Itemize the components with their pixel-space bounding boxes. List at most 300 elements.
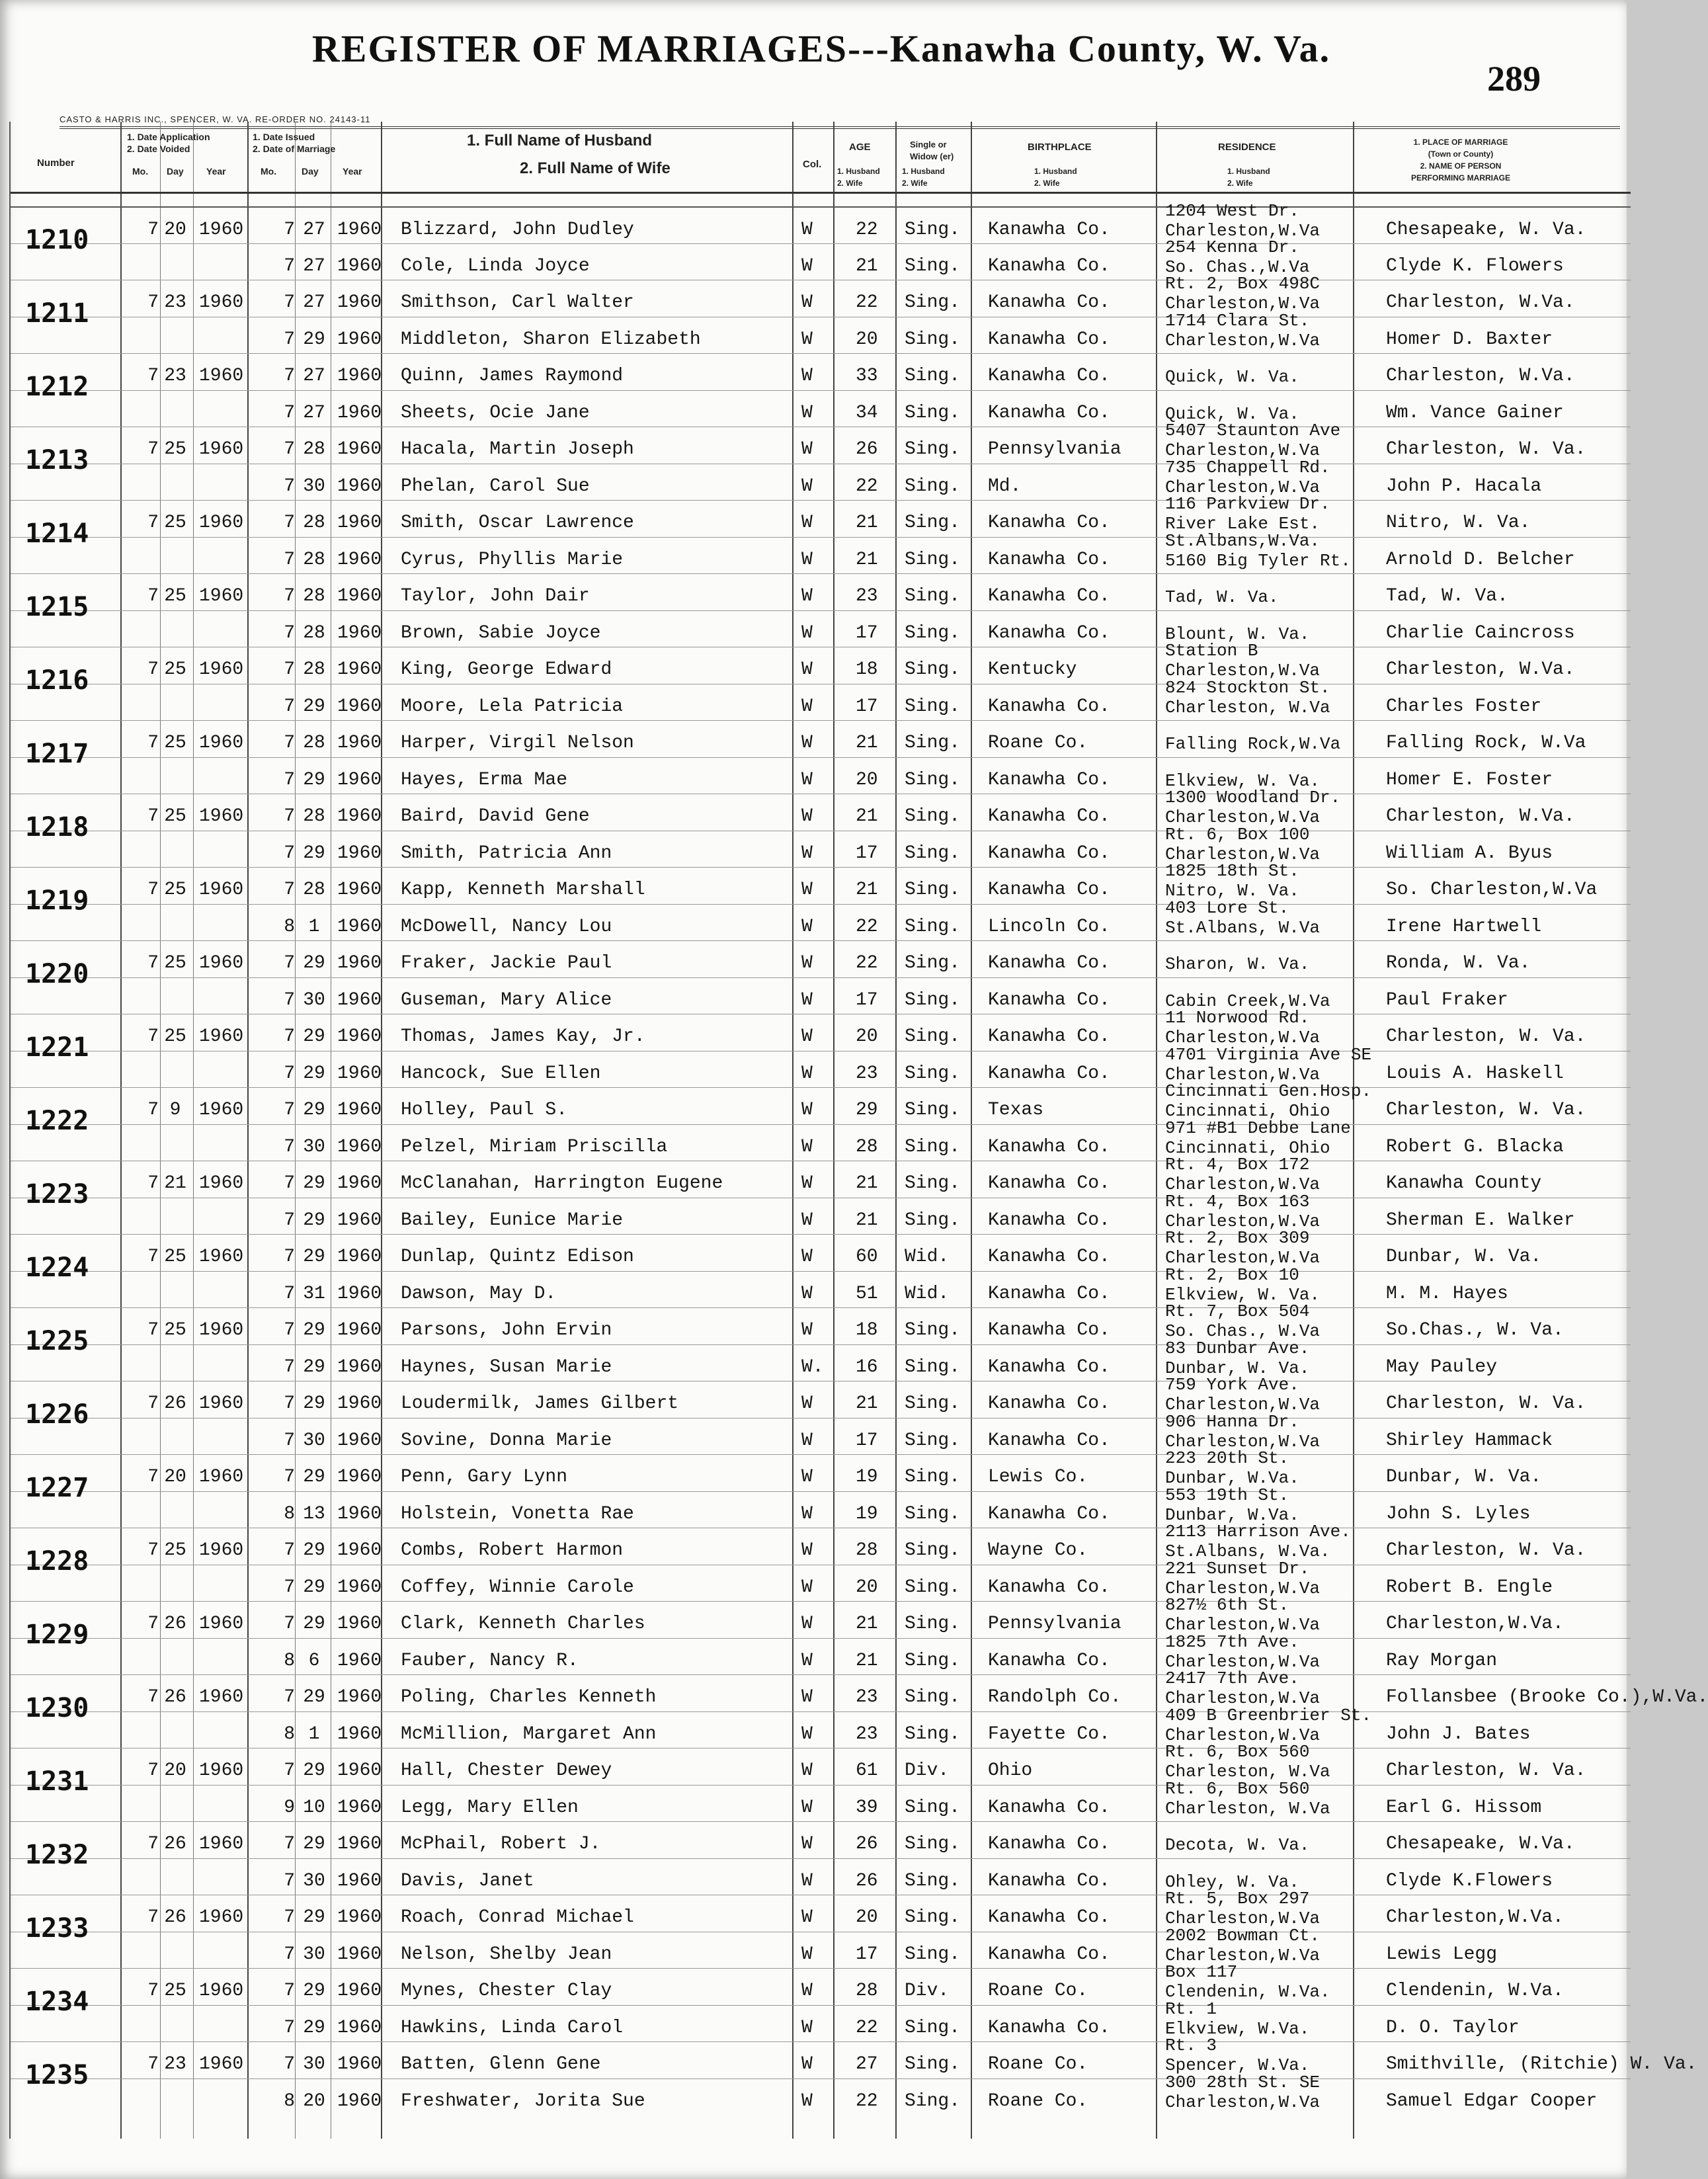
- husband-name: Dunlap, Quintz Edison: [401, 1247, 634, 1267]
- residence-line-1: 2417 7th Ave.: [1165, 1668, 1299, 1688]
- residence-line-1: Station B: [1165, 641, 1258, 661]
- record-number: 1233: [25, 1913, 89, 1944]
- residence-line-2: Charleston,W.Va: [1165, 661, 1321, 680]
- date-year: 1960: [337, 843, 382, 864]
- date-day: 6: [308, 1650, 320, 1671]
- application-month: 7: [147, 1393, 159, 1414]
- color: W: [801, 1100, 813, 1120]
- date-month: 7: [284, 1063, 295, 1084]
- date-year: 1960: [337, 1247, 382, 1267]
- color: W: [801, 806, 813, 827]
- wife-name: Nelson, Shelby Jean: [401, 1944, 612, 1965]
- husband-name: Hacala, Martin Joseph: [401, 439, 634, 460]
- record-husband-row: [11, 720, 1631, 757]
- wife-name: Bailey, Eunice Marie: [401, 1210, 624, 1231]
- application-year: 1960: [199, 1100, 244, 1120]
- husband-name: King, George Edward: [401, 659, 612, 680]
- date-month: 7: [284, 733, 295, 753]
- officiant-name: Samuel Edgar Cooper: [1386, 2090, 1598, 2112]
- date-year: 1960: [337, 549, 382, 570]
- date-day: 29: [303, 1100, 325, 1120]
- age: 17: [856, 989, 878, 1010]
- date-day: 29: [303, 1356, 325, 1377]
- birthplace: Kanawha Co.: [988, 329, 1110, 350]
- date-year: 1960: [337, 989, 382, 1010]
- age: 28: [856, 1540, 878, 1561]
- application-month: 7: [147, 1320, 159, 1340]
- age: 29: [856, 1100, 878, 1120]
- residence-line-2: Tad, W. Va.: [1165, 587, 1279, 607]
- header-issue-year: Year: [343, 166, 362, 177]
- birthplace: Kanawha Co.: [988, 1650, 1110, 1671]
- age: 61: [856, 1760, 878, 1781]
- date-day: 29: [303, 1834, 325, 1854]
- age: 22: [856, 220, 878, 240]
- record-number: 1223: [25, 1179, 89, 1210]
- date-day: 29: [303, 2017, 325, 2038]
- residence-line-1: Rt. 6, Box 560: [1165, 1778, 1310, 1799]
- place-of-marriage: Charleston, W. Va.: [1386, 1026, 1586, 1047]
- place-of-marriage: Charleston, W.Va.: [1386, 366, 1575, 386]
- husband-name: McPhail, Robert J.: [401, 1834, 601, 1854]
- application-year: 1960: [199, 1540, 244, 1561]
- record-number: 1214: [25, 518, 89, 549]
- wife-name: McMillion, Margaret Ann: [401, 1723, 657, 1745]
- place-of-marriage: Follansbee (Brooke Co.),W.Va.: [1386, 1687, 1708, 1707]
- record-number: 1210: [25, 225, 89, 255]
- record-wife-row: [11, 1858, 1631, 1895]
- application-month: 7: [147, 292, 159, 313]
- record-number: 1232: [25, 1840, 89, 1870]
- residence-line-2: Ohley, W. Va.: [1165, 1871, 1299, 1892]
- marital-status: Wid.: [905, 1283, 950, 1304]
- color: W: [801, 1797, 813, 1818]
- color: W: [801, 659, 813, 680]
- husband-name: Harper, Virgil Nelson: [401, 733, 634, 753]
- marital-status: Sing.: [905, 733, 961, 753]
- birthplace: Randolph Co.: [988, 1687, 1121, 1707]
- color: W: [801, 220, 813, 240]
- residence-line-1: 1825 7th Ave.: [1165, 1631, 1299, 1652]
- birthplace: Kanawha Co.: [988, 696, 1110, 717]
- residence-line-1: Rt. 6, Box 560: [1165, 1742, 1310, 1762]
- application-day: 25: [164, 733, 186, 753]
- residence-line-2: So. Chas.,W.Va: [1165, 257, 1310, 277]
- husband-name: Thomas, James Kay, Jr.: [401, 1026, 645, 1047]
- record-number: 1229: [25, 1620, 89, 1650]
- residence-line-1: 1825 18th St.: [1165, 861, 1299, 881]
- date-day: 31: [303, 1283, 325, 1304]
- date-year: 1960: [337, 1834, 382, 1854]
- application-month: 7: [147, 1760, 159, 1781]
- date-month: 7: [284, 220, 295, 240]
- residence-line-2: Charleston,W.Va: [1165, 1064, 1321, 1085]
- age: 21: [856, 1210, 878, 1231]
- date-year: 1960: [337, 1723, 382, 1745]
- wife-name: Moore, Lela Patricia: [401, 696, 624, 717]
- officiant-name: Clyde K.Flowers: [1386, 1870, 1553, 1891]
- age: 20: [856, 769, 878, 790]
- officiant-name: Homer D. Baxter: [1386, 329, 1553, 350]
- residence-line-2: Charleston,W.Va: [1165, 2092, 1321, 2112]
- husband-name: Penn, Gary Lynn: [401, 1467, 568, 1487]
- record-husband-row: [11, 1595, 1631, 1638]
- age: 23: [856, 1723, 878, 1745]
- birthplace: Kanawha Co.: [988, 1247, 1110, 1267]
- application-day: 9: [169, 1100, 181, 1120]
- birthplace: Kanawha Co.: [988, 255, 1110, 276]
- residence-line-2: Elkview, W. Va.: [1165, 770, 1321, 791]
- application-month: 7: [147, 1247, 159, 1267]
- date-day: 29: [303, 1981, 325, 2001]
- header-residence: RESIDENCE: [1218, 142, 1276, 153]
- date-month: 7: [284, 1210, 295, 1231]
- record-husband-row: [11, 2035, 1697, 2078]
- date-year: 1960: [337, 1577, 382, 1598]
- birthplace: Kanawha Co.: [988, 1503, 1110, 1524]
- application-year: 1960: [199, 1173, 244, 1194]
- application-day: 23: [164, 2054, 186, 2075]
- application-year: 1960: [199, 220, 244, 240]
- marital-status: Sing.: [905, 220, 961, 240]
- residence-line-2: Dunbar, W.Va.: [1165, 1468, 1299, 1488]
- residence-line-1: Cincinnati Gen.Hosp.: [1165, 1081, 1372, 1101]
- application-month: 7: [147, 1100, 159, 1120]
- date-day: 30: [303, 1430, 325, 1451]
- age: 23: [856, 1063, 878, 1084]
- date-month: 8: [284, 2090, 295, 2112]
- birthplace: Kanawha Co.: [988, 586, 1110, 606]
- color: W: [801, 733, 813, 753]
- place-of-marriage: Kanawha County: [1386, 1173, 1542, 1194]
- residence-line-1: 409 B Greenbrier St.: [1165, 1705, 1372, 1725]
- record-number: 1216: [25, 665, 89, 696]
- date-year: 1960: [337, 1356, 382, 1377]
- birthplace: Lewis Co.: [988, 1467, 1088, 1487]
- officiant-name: Lewis Legg: [1386, 1944, 1498, 1965]
- color: W: [801, 1650, 813, 1671]
- age: 21: [856, 1650, 878, 1671]
- color: W: [801, 1430, 813, 1451]
- date-month: 7: [284, 659, 295, 680]
- date-day: 28: [303, 659, 325, 680]
- age: 22: [856, 2017, 878, 2038]
- date-month: 7: [284, 1540, 295, 1561]
- place-of-marriage: So.Chas., W. Va.: [1386, 1320, 1564, 1340]
- color: W: [801, 1834, 813, 1854]
- date-day: 27: [303, 255, 325, 276]
- residence-line-2: Charleston,W.Va: [1165, 1688, 1321, 1708]
- application-day: 25: [164, 953, 186, 973]
- application-year: 1960: [199, 1614, 244, 1634]
- date-month: 7: [284, 843, 295, 864]
- date-day: 29: [303, 1063, 325, 1084]
- header-age: AGE: [849, 142, 871, 153]
- record-husband-row: [11, 353, 1631, 390]
- residence-line-2: Charleston, W.Va: [1165, 697, 1330, 718]
- birthplace: Pennsylvania: [988, 1614, 1121, 1634]
- application-day: 25: [164, 659, 186, 680]
- husband-name: Quinn, James Raymond: [401, 366, 624, 386]
- application-day: 26: [164, 1614, 186, 1634]
- date-year: 1960: [337, 769, 382, 790]
- date-month: 7: [284, 1760, 295, 1781]
- residence-line-1: 971 #B1 Debbe Lane: [1165, 1118, 1351, 1138]
- color: W: [801, 2090, 813, 2112]
- birthplace: Kanawha Co.: [988, 220, 1110, 240]
- date-day: 29: [303, 1687, 325, 1707]
- date-month: 7: [284, 329, 295, 350]
- birthplace: Pennsylvania: [988, 439, 1121, 460]
- date-year: 1960: [337, 1063, 382, 1084]
- color: W: [801, 1503, 813, 1524]
- date-day: 29: [303, 1577, 325, 1598]
- record-number: 1224: [25, 1253, 89, 1283]
- header-birthplace: BIRTHPLACE: [1028, 142, 1092, 153]
- birthplace: Kanawha Co.: [988, 2017, 1110, 2038]
- age: 60: [856, 1247, 878, 1267]
- record-husband-row: [11, 1821, 1631, 1858]
- birthplace: Kanawha Co.: [988, 513, 1110, 533]
- date-year: 1960: [337, 1173, 382, 1194]
- date-year: 1960: [337, 1393, 382, 1414]
- residence-line-1: 2113 Harrison Ave.: [1165, 1522, 1351, 1542]
- header-birthplace-sub: 1. Husband 2. Wife: [1034, 167, 1077, 188]
- color: W: [801, 366, 813, 386]
- residence-line-2: Charleston,W.Va: [1165, 807, 1321, 827]
- date-day: 27: [303, 220, 325, 240]
- residence-line-2: Charleston,W.Va: [1165, 844, 1321, 864]
- age: 17: [856, 1430, 878, 1451]
- date-day: 27: [303, 402, 325, 423]
- residence-line-2: Charleston,W.Va: [1165, 1651, 1321, 1672]
- application-year: 1960: [199, 953, 244, 973]
- residence-line-2: Blount, W. Va.: [1165, 624, 1310, 644]
- husband-name: Fraker, Jackie Paul: [401, 953, 612, 973]
- date-day: 29: [303, 1467, 325, 1487]
- age: 26: [856, 439, 878, 460]
- residence-line-1: 221 Sunset Dr.: [1165, 1558, 1310, 1579]
- date-year: 1960: [337, 1136, 382, 1157]
- date-year: 1960: [337, 1430, 382, 1451]
- marital-status: Sing.: [905, 1210, 961, 1231]
- date-month: 7: [284, 1467, 295, 1487]
- birthplace: Md.: [988, 475, 1022, 497]
- marital-status: Sing.: [905, 1136, 961, 1157]
- application-year: 1960: [199, 880, 244, 900]
- date-day: 13: [303, 1503, 325, 1524]
- marital-status: Sing.: [905, 255, 961, 276]
- application-month: 7: [147, 220, 159, 240]
- date-day: 20: [303, 2090, 325, 2112]
- date-year: 1960: [337, 953, 382, 973]
- date-year: 1960: [337, 806, 382, 827]
- date-month: 7: [284, 1981, 295, 2001]
- date-day: 28: [303, 586, 325, 606]
- marital-status: Sing.: [905, 329, 961, 350]
- marital-status: Sing.: [905, 1797, 961, 1818]
- date-month: 9: [284, 1797, 295, 1818]
- record-number: 1227: [25, 1473, 89, 1503]
- marital-status: Sing.: [905, 1430, 961, 1451]
- date-year: 1960: [337, 733, 382, 753]
- color: W: [801, 1540, 813, 1561]
- application-month: 7: [147, 366, 159, 386]
- record-husband-row: [11, 1008, 1631, 1051]
- application-month: 7: [147, 806, 159, 827]
- officiant-name: Homer E. Foster: [1386, 769, 1553, 790]
- application-day: 25: [164, 806, 186, 827]
- date-year: 1960: [337, 916, 382, 937]
- residence-line-2: Charleston,W.Va: [1165, 1578, 1321, 1598]
- application-month: 7: [147, 733, 159, 753]
- husband-name: Smith, Oscar Lawrence: [401, 513, 634, 533]
- age: 26: [856, 1834, 878, 1854]
- birthplace: Kanawha Co.: [988, 1320, 1110, 1340]
- residence-line-2: Falling Rock,W.Va: [1165, 734, 1341, 754]
- officiant-name: John J. Bates: [1386, 1723, 1531, 1745]
- husband-name: Batten, Glenn Gene: [401, 2054, 601, 2075]
- residence-line-2: Charleston,W.Va: [1165, 1945, 1321, 1965]
- marital-status: Sing.: [905, 1026, 961, 1047]
- record-husband-row: [11, 788, 1631, 831]
- residence-line-2: Charleston,W.Va: [1165, 1028, 1321, 1048]
- birthplace: Kanawha Co.: [988, 769, 1110, 790]
- residence-line-2: Charleston,W.Va: [1165, 440, 1321, 460]
- record-number: 1220: [25, 959, 89, 989]
- place-of-marriage: Charleston, W.Va.: [1386, 292, 1575, 313]
- residence-line-2: Charleston,W.Va: [1165, 294, 1321, 313]
- date-day: 30: [303, 1870, 325, 1891]
- record-husband-row: [11, 573, 1631, 610]
- marital-status: Sing.: [905, 292, 961, 313]
- place-of-marriage: Tad, W. Va.: [1386, 586, 1508, 606]
- marital-status: Sing.: [905, 1356, 961, 1377]
- residence-line-2: Cincinnati, Ohio: [1165, 1137, 1330, 1158]
- age: 19: [856, 1467, 878, 1487]
- place-of-marriage: So. Charleston,W.Va: [1386, 880, 1598, 900]
- application-month: 7: [147, 1907, 159, 1928]
- birthplace: Kanawha Co.: [988, 1283, 1110, 1304]
- birthplace: Ohio: [988, 1760, 1033, 1781]
- color: W: [801, 696, 813, 717]
- color: W: [801, 1687, 813, 1707]
- birthplace: Texas: [988, 1100, 1044, 1120]
- age: 21: [856, 549, 878, 570]
- residence-line-1: 300 28th St. SE: [1165, 2072, 1321, 2092]
- husband-name: Combs, Robert Harmon: [401, 1540, 624, 1561]
- color: W: [801, 1907, 813, 1928]
- wife-name: Hawkins, Linda Carol: [401, 2017, 624, 2038]
- residence-line-2: Charleston,W.Va: [1165, 221, 1321, 241]
- date-day: 29: [303, 1760, 325, 1781]
- residence-line-2: Quick, W. Va.: [1165, 367, 1299, 387]
- color: W: [801, 2054, 813, 2075]
- birthplace: Kanawha Co.: [988, 1136, 1110, 1157]
- date-day: 29: [303, 1614, 325, 1634]
- application-year: 1960: [199, 513, 244, 533]
- date-year: 1960: [337, 659, 382, 680]
- date-day: 28: [303, 439, 325, 460]
- application-year: 1960: [199, 806, 244, 827]
- residence-line-2: Charleston,W.Va: [1165, 1211, 1321, 1231]
- age: 22: [856, 2090, 878, 2112]
- residence-line-1: 5407 Staunton Ave: [1165, 421, 1341, 440]
- birthplace: Kanawha Co.: [988, 1173, 1110, 1194]
- color: W: [801, 1723, 813, 1745]
- husband-name: Poling, Charles Kenneth: [401, 1687, 657, 1707]
- color: W: [801, 439, 813, 460]
- application-day: 21: [164, 1173, 186, 1194]
- place-of-marriage: Smithville, (Ritchie) W. Va.: [1386, 2054, 1697, 2075]
- date-month: 7: [284, 1136, 295, 1157]
- date-year: 1960: [337, 2017, 382, 2038]
- residence-line-2: Dunbar, W.Va.: [1165, 1504, 1299, 1525]
- date-day: 28: [303, 806, 325, 827]
- date-month: 7: [284, 1173, 295, 1194]
- residence-line-2: Cincinnati, Ohio: [1165, 1101, 1330, 1121]
- date-year: 1960: [337, 1540, 382, 1561]
- date-month: 8: [284, 1723, 295, 1745]
- color: W: [801, 1393, 813, 1414]
- application-year: 1960: [199, 366, 244, 386]
- marital-status: Sing.: [905, 696, 961, 717]
- header-single-sub: 1. Husband 2. Wife: [902, 167, 945, 188]
- marital-status: Sing.: [905, 1577, 961, 1598]
- officiant-name: Arnold D. Belcher: [1386, 549, 1575, 570]
- marital-status: Sing.: [905, 769, 961, 790]
- residence-line-2: Charleston, W.Va: [1165, 1762, 1330, 1782]
- residence-line-1: Rt. 4, Box 172: [1165, 1155, 1310, 1174]
- officiant-name: Robert G. Blacka: [1386, 1136, 1564, 1157]
- register-table: [9, 122, 1708, 2139]
- date-day: 29: [303, 696, 325, 717]
- officiant-name: Sherman E. Walker: [1386, 1210, 1575, 1231]
- age: 28: [856, 1136, 878, 1157]
- date-year: 1960: [337, 880, 382, 900]
- application-day: 26: [164, 1393, 186, 1414]
- date-year: 1960: [337, 1283, 382, 1304]
- record-number: 1228: [25, 1546, 89, 1577]
- date-month: 7: [284, 2054, 295, 2075]
- date-month: 7: [284, 1944, 295, 1965]
- date-day: 29: [303, 769, 325, 790]
- birthplace: Kanawha Co.: [988, 366, 1110, 386]
- record-number: 1225: [25, 1326, 89, 1356]
- marital-status: Sing.: [905, 1870, 961, 1891]
- place-of-marriage: Falling Rock, W.Va: [1386, 733, 1586, 753]
- marital-status: Sing.: [905, 953, 961, 973]
- color: W: [801, 1981, 813, 2001]
- header-number: Number: [37, 157, 75, 169]
- officiant-name: Charles Foster: [1386, 696, 1542, 717]
- date-year: 1960: [337, 696, 382, 717]
- age: 17: [856, 622, 878, 643]
- age: 17: [856, 1944, 878, 1965]
- wife-name: Holstein, Vonetta Rae: [401, 1503, 634, 1524]
- wife-name: Middleton, Sharon Elizabeth: [401, 329, 701, 350]
- husband-name: Hall, Chester Dewey: [401, 1760, 612, 1781]
- record-number: 1221: [25, 1032, 89, 1063]
- record-number: 1226: [25, 1399, 89, 1430]
- application-year: 1960: [199, 439, 244, 460]
- date-year: 1960: [337, 1797, 382, 1818]
- birthplace: Kanawha Co.: [988, 843, 1110, 864]
- officiant-name: D. O. Taylor: [1386, 2017, 1520, 2038]
- date-month: 7: [284, 1687, 295, 1707]
- residence-line-2: Elkview, W.Va.: [1165, 2018, 1310, 2039]
- age: 34: [856, 402, 878, 423]
